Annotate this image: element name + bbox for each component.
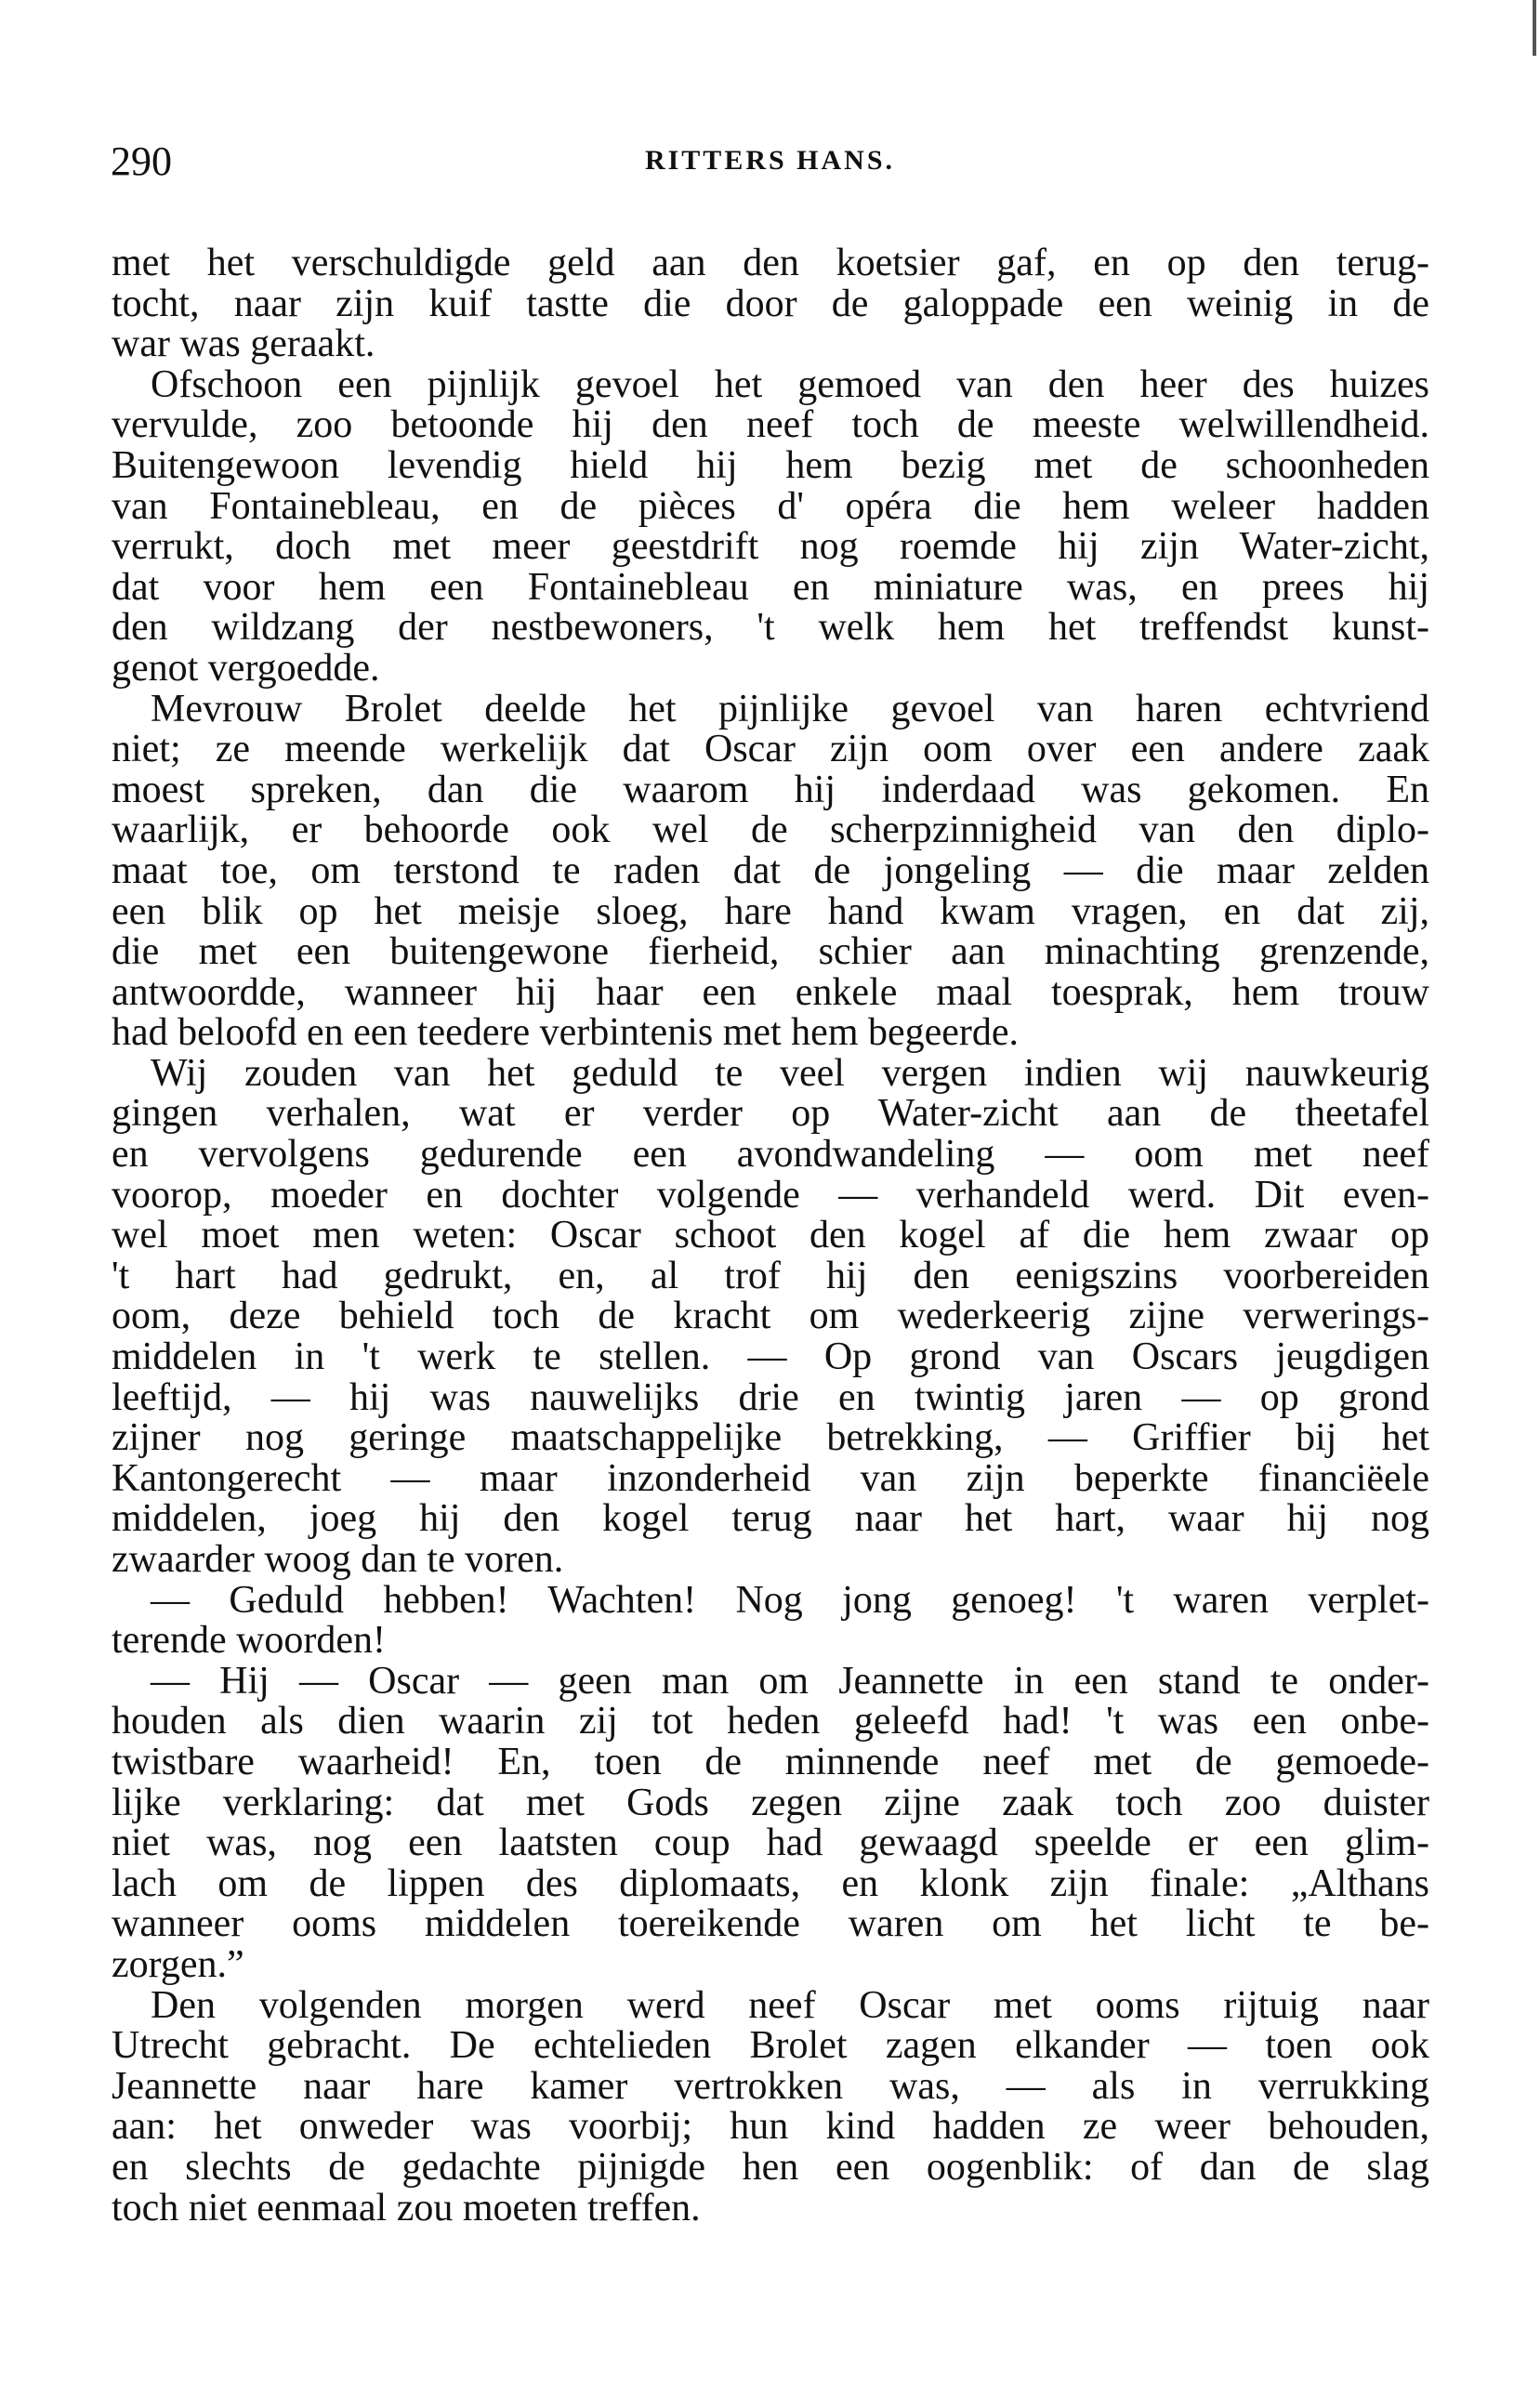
text-line: gingen verhalen, wat er verder op Water-zicht aan de theetafel [112, 1092, 1429, 1136]
text-line: den wildzang der nestbewoners, 't welk hem het treffendst kunst- [112, 606, 1429, 650]
running-title: RITTERS HANS. [644, 145, 896, 176]
scan-edge-mark [1533, 0, 1536, 56]
text-line: en vervolgens gedurende een avondwandeling — oom met neef [112, 1133, 1429, 1177]
text-line: 't hart had gedrukt, en, al trof hij den eenigszins voorbereiden [112, 1254, 1429, 1297]
text-line: twistbare waarheid! En, toen de minnende neef met de gemoede- [112, 1740, 1429, 1783]
text-line: dat voor hem een Fontainebleau en miniature was, en prees hij [112, 565, 1429, 609]
text-line: waarlijk, er behoorde ook wel de scherpzinnigheid van den diplo- [112, 809, 1429, 852]
text-line: houden als dien waarin zij tot heden geleefd had! 't was een onbe- [112, 1700, 1429, 1743]
text-line: en slechts de gedachte pijnigde hen een oogenblik: of dan de slag [112, 2145, 1429, 2189]
text-line: Buitengewoon levendig hield hij hem bezig met de schoonheden [112, 443, 1429, 487]
text-line: die met een buitengewone fierheid, schier aan minachting grenzende, [112, 930, 1429, 974]
text-line: Den volgenden morgen werd neef Oscar met ooms rijtuig naar [151, 1983, 1429, 2027]
text-line: middelen, joeg hij den kogel terug naar het hart, waar hij nog [112, 1497, 1429, 1541]
text-line: zorgen.” [112, 1942, 244, 1986]
text-line: leeftijd, — hij was nauwelijks drie en twintig jaren — op grond [112, 1375, 1429, 1419]
text-line: Ofschoon een pijnlijk gevoel het gemoed van den heer des huizes [151, 362, 1429, 406]
text-line: lijke verklaring: dat met Gods zegen zijne zaak toch zoo duister [112, 1781, 1429, 1824]
text-line: wel moet men weten: Oscar schoot den kogel af die hem zwaar op [112, 1214, 1429, 1257]
text-line: toch niet eenmaal zou moeten treffen. [112, 2186, 701, 2229]
text-line: Utrecht gebracht. De echtelieden Brolet zagen elkander — toen ook [112, 2024, 1429, 2068]
text-line: Wij zouden van het geduld te veel vergen indien wij nauwkeurig [151, 1051, 1429, 1095]
text-line: antwoordde, wanneer hij haar een enkele maal toesprak, hem trouw [112, 970, 1429, 1014]
text-line: oom, deze behield toch de kracht om wederkeerig zijne verwerings- [112, 1295, 1429, 1338]
text-line: zwaarder woog dan te voren. [112, 1538, 564, 1581]
text-line: niet; ze meende werkelijk dat Oscar zijn oom over een andere zaak [112, 728, 1429, 771]
text-line: niet was, nog een laatsten coup had gewaagd speelde er een glim- [112, 1822, 1429, 1865]
text-line: zijner nog geringe maatschappelijke betrekking, — Griffier bij het [112, 1416, 1429, 1460]
text-line: met het verschuldigde geld aan den koetsier gaf, en op den terug- [112, 242, 1429, 284]
text-line: Kantongerecht — maar inzonderheid van zijn beperkte financiëele [112, 1456, 1429, 1500]
text-line: genot vergoedde. [112, 646, 380, 690]
text-line: vervulde, zoo betoonde hij den neef toch de meeste welwillendheid. [112, 403, 1429, 447]
text-line: voorop, moeder en dochter volgende — verhandeld werd. Dit even- [112, 1173, 1429, 1217]
text-line: had beloofd en een teedere verbintenis met hem begeerde. [112, 1011, 1020, 1055]
text-line: terende woorden! [112, 1619, 387, 1663]
text-line: Mevrouw Brolet deelde het pijnlijke gevoel van haren echtvriend [151, 687, 1429, 730]
text-line: — Geduld hebben! Wachten! Nog jong genoeg! 't waren verplet- [151, 1578, 1429, 1622]
text-line: verrukt, doch met meer geestdrift nog roemde hij zijn Water-zicht, [112, 525, 1429, 569]
text-line: van Fontainebleau, en de pièces d' opéra die hem weleer hadden [112, 484, 1429, 528]
page-number: 290 [111, 138, 172, 184]
text-line: — Hij — Oscar — geen man om Jeannette in een stand te onder- [151, 1659, 1429, 1703]
text-line: middelen in 't werk te stellen. — Op grond van Oscars jeugdigen [112, 1335, 1429, 1379]
text-line: wanneer ooms middelen toereikende waren om het licht te be- [112, 1902, 1429, 1946]
text-line: tocht, naar zijn kuif tastte die door de galoppade een weinig in de [112, 282, 1429, 325]
text-line: maat toe, om terstond te raden dat de jongeling — die maar zelden [112, 848, 1429, 892]
text-line: Jeannette naar hare kamer vertrokken was, — als in verrukking [112, 2064, 1429, 2108]
text-line: moest spreken, dan die waarom hij inderdaad was gekomen. En [112, 768, 1429, 811]
text-line: war was geraakt. [112, 322, 375, 366]
body-text [112, 243, 1429, 2229]
text-line: aan: het onweder was voorbij; hun kind hadden ze weer behouden, [112, 2105, 1429, 2149]
text-line: een blik op het meisje sloeg, hare hand kwam vragen, en dat zij, [112, 889, 1429, 933]
text-line: lach om de lippen des diplomaats, en klonk zijn finale: „Althans [112, 1861, 1429, 1905]
